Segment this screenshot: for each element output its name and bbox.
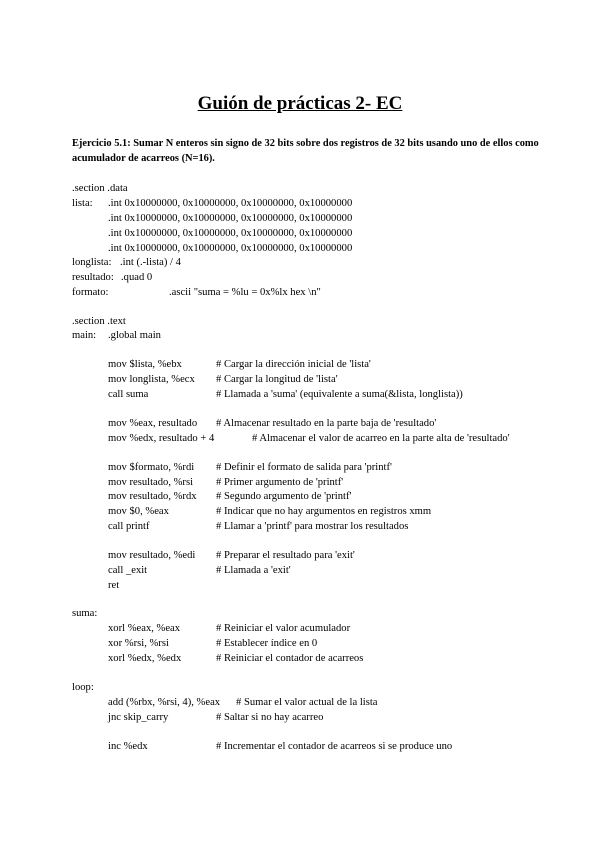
instruction: mov resultado, %edi xyxy=(108,550,196,561)
comment: # Llamada a 'exit' xyxy=(216,565,291,576)
lista-row: .int 0x10000000, 0x10000000, 0x10000000, 0x10000000 xyxy=(108,213,353,224)
comment: # Cargar la dirección inicial de 'lista' xyxy=(216,359,371,370)
instruction: call printf xyxy=(108,521,150,532)
comment: # Cargar la longitud de 'lista' xyxy=(216,374,338,385)
instruction: call suma xyxy=(108,389,149,400)
instruction: inc %edx xyxy=(108,741,148,752)
resultado-value: .quad 0 xyxy=(121,272,153,283)
resultado-label: resultado: xyxy=(72,272,114,283)
comment: # Almacenar resultado en la parte baja de 'resultado' xyxy=(216,418,437,429)
comment: # Definir el formato de salida para 'printf' xyxy=(216,462,392,473)
comment: # Incrementar el contador de acarreos si se produce uno xyxy=(216,741,453,752)
longlista-label: longlista: xyxy=(72,257,112,268)
instruction: mov %edx, resultado + 4 xyxy=(108,433,215,444)
loop-label: loop: xyxy=(72,682,94,693)
comment: # Establecer índice en 0 xyxy=(216,638,318,649)
instruction: xorl %edx, %edx xyxy=(108,653,182,664)
instruction: mov longlista, %ecx xyxy=(108,374,195,385)
data-section-directive: .section .data xyxy=(72,183,128,194)
instruction: mov %eax, resultado xyxy=(108,418,198,429)
main-label: main: xyxy=(72,330,97,341)
main-global-directive: .global main xyxy=(108,330,161,341)
instruction: jnc skip_carry xyxy=(108,712,169,723)
instruction: mov resultado, %rsi xyxy=(108,477,194,488)
comment: # Reiniciar el contador de acarreos xyxy=(216,653,364,664)
instruction: xorl %eax, %eax xyxy=(108,623,181,634)
comment: # Indicar que no hay argumentos en registros xmm xyxy=(216,506,432,517)
instruction: mov $formato, %rdi xyxy=(108,462,195,473)
comment: # Reiniciar el valor acumulador xyxy=(216,623,351,634)
comment: # Preparar el resultado para 'exit' xyxy=(216,550,355,561)
comment: # Llamar a 'printf' para mostrar los resultados xyxy=(216,521,409,532)
formato-value: .ascii "suma = %lu = 0x%lx hex \n" xyxy=(169,287,321,298)
comment: # Primer argumento de 'printf' xyxy=(216,477,344,488)
formato-label: formato: xyxy=(72,287,109,298)
text-section-directive: .section .text xyxy=(72,316,126,327)
lista-row: .int 0x10000000, 0x10000000, 0x10000000, 0x10000000 xyxy=(108,228,353,239)
instruction: mov $0, %eax xyxy=(108,506,169,517)
instruction: mov $lista, %ebx xyxy=(108,359,182,370)
instruction: ret xyxy=(108,580,120,591)
comment: # Llamada a 'suma' (equivalente a suma(&lista, longlista)) xyxy=(216,389,463,400)
instruction: call _exit xyxy=(108,565,148,576)
comment: # Almacenar el valor de acarreo en la parte alta de 'resultado' xyxy=(252,433,510,444)
lista-label: lista: xyxy=(72,198,93,209)
comment: # Sumar el valor actual de la lista xyxy=(236,697,378,708)
exercise-statement: Ejercicio 5.1: Sumar N enteros sin signo de 32 bits sobre dos registros de 32 bits usando uno de ellos como acumulador de acarreos (N=16). xyxy=(72,138,539,164)
instruction: xor %rsi, %rsi xyxy=(108,638,169,649)
suma-label: suma: xyxy=(72,608,98,619)
lista-row: .int 0x10000000, 0x10000000, 0x10000000, 0x10000000 xyxy=(108,243,353,254)
instruction: add (%rbx, %rsi, 4), %eax xyxy=(108,697,221,708)
longlista-value: .int (.-lista) / 4 xyxy=(120,257,181,268)
instruction: mov resultado, %rdx xyxy=(108,491,197,502)
lista-row: .int 0x10000000, 0x10000000, 0x10000000, 0x10000000 xyxy=(108,198,353,209)
comment: # Segundo argumento de 'printf' xyxy=(216,491,352,502)
comment: # Saltar si no hay acarreo xyxy=(216,712,324,723)
page-title: Guión de prácticas 2- EC xyxy=(197,93,403,114)
